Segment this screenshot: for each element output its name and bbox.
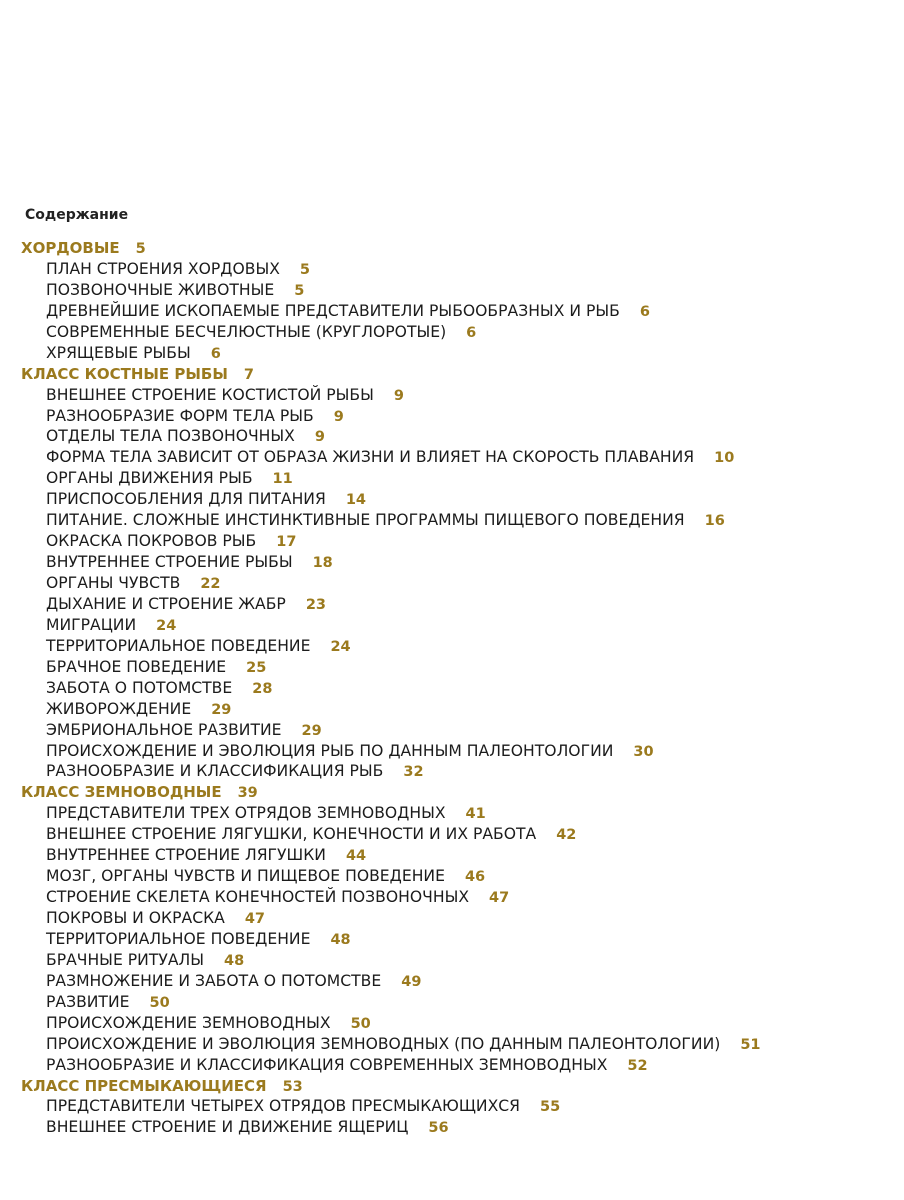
toc-entry xyxy=(0,803,904,824)
toc-entry xyxy=(0,1055,904,1076)
toc-entry xyxy=(0,992,904,1013)
toc-entry-title: РАЗНООБРАЗИЕ И КЛАССИФИКАЦИЯ РЫБ xyxy=(46,762,384,781)
toc-entry xyxy=(0,1013,904,1034)
toc-entry xyxy=(0,636,904,657)
toc-entry xyxy=(0,468,904,489)
toc-entry-title: РАЗНООБРАЗИЕ И КЛАССИФИКАЦИЯ СОВРЕМЕННЫХ ЗЕМНОВОДНЫХ xyxy=(46,1055,608,1074)
toc-entry-title: ВНЕШНЕЕ СТРОЕНИЕ ЛЯГУШКИ, КОНЕЧНОСТИ И ИХ РАБОТА xyxy=(46,825,537,844)
toc-page-number: 7 xyxy=(243,366,254,383)
toc-entry-title: ДЫХАНИЕ И СТРОЕНИЕ ЖАБР xyxy=(46,594,286,613)
toc-section xyxy=(0,1076,904,1097)
toc-entry-title: ПЛАН СТРОЕНИЯ ХОРДОВЫХ xyxy=(46,259,280,278)
toc-page-number: 28 xyxy=(252,680,273,697)
toc-entry xyxy=(0,1117,904,1138)
toc-entry-title: ПРИСПОСОБЛЕНИЯ ДЛЯ ПИТАНИЯ xyxy=(46,490,326,509)
toc-entry xyxy=(0,761,904,782)
toc-page-number: 29 xyxy=(301,722,322,739)
toc-entry-title: ВНУТРЕННЕЕ СТРОЕНИЕ РЫБЫ xyxy=(46,553,293,572)
toc-entry-title: ПИТАНИЕ. СЛОЖНЫЕ ИНСТИНКТИВНЫЕ ПРОГРАММЫ ПИЩЕВОГО ПОВЕДЕНИЯ xyxy=(46,511,685,530)
toc-page-number: 9 xyxy=(393,387,404,404)
toc-page-number: 17 xyxy=(276,534,297,551)
toc-entry xyxy=(0,929,904,950)
toc-entry xyxy=(0,322,904,343)
toc-entry xyxy=(0,280,904,301)
toc-entry-title: РАЗМНОЖЕНИЕ И ЗАБОТА О ПОТОМСТВЕ xyxy=(46,971,382,990)
toc-page-number: 18 xyxy=(312,555,333,572)
toc-entry-title: ПРОИСХОЖДЕНИЕ И ЭВОЛЮЦИЯ РЫБ ПО ДАННЫМ ПАЛЕОНТОЛОГИИ xyxy=(46,741,614,760)
toc-page-number: 5 xyxy=(294,282,305,299)
toc-entry-title: ПРОИСХОЖДЕНИЕ И ЭВОЛЮЦИЯ ЗЕМНОВОДНЫХ (ПО ДАННЫМ ПАЛЕОНТОЛОГИИ) xyxy=(46,1034,721,1053)
table-of-contents xyxy=(0,238,904,1138)
toc-entry-title: ЖИВОРОЖДЕНИЕ xyxy=(46,699,192,718)
toc-entry xyxy=(0,657,904,678)
toc-page-number: 5 xyxy=(299,261,310,278)
toc-entry xyxy=(0,426,904,447)
toc-entry-title: ОКРАСКА ПОКРОВОВ РЫБ xyxy=(46,532,257,551)
toc-entry-title: ТЕРРИТОРИАЛЬНОЕ ПОВЕДЕНИЕ xyxy=(46,929,311,948)
toc-page-number: 48 xyxy=(330,931,351,948)
toc-section-title: ХОРДОВЫЕ xyxy=(21,239,120,257)
toc-entry xyxy=(0,343,904,364)
toc-page-number: 11 xyxy=(272,471,293,488)
contents-heading: Содержание xyxy=(25,207,129,223)
toc-entry xyxy=(0,531,904,552)
toc-entry xyxy=(0,594,904,615)
toc-page-number: 23 xyxy=(305,596,327,613)
toc-entry xyxy=(0,552,904,573)
toc-entry xyxy=(0,615,904,636)
toc-section xyxy=(0,238,904,259)
toc-entry xyxy=(0,406,904,427)
toc-entry xyxy=(0,678,904,699)
toc-entry xyxy=(0,845,904,866)
toc-page-number: 30 xyxy=(633,743,654,760)
toc-entry-title: ДРЕВНЕЙШИЕ ИСКОПАЕМЫЕ ПРЕДСТАВИТЕЛИ РЫБООБРАЗНЫХ И РЫБ xyxy=(46,301,620,320)
toc-page-number: 9 xyxy=(333,408,344,425)
toc-page-number: 50 xyxy=(149,994,170,1011)
toc-page-number: 14 xyxy=(345,492,366,509)
toc-entry-title: ХРЯЩЕВЫЕ РЫБЫ xyxy=(46,343,191,362)
toc-section xyxy=(0,782,904,803)
toc-entry-title: МИГРАЦИИ xyxy=(46,615,137,634)
toc-entry-title: ВНУТРЕННЕЕ СТРОЕНИЕ ЛЯГУШКИ xyxy=(46,846,326,865)
toc-section-title: КЛАСС КОСТНЫЕ РЫБЫ xyxy=(21,364,228,383)
toc-entry xyxy=(0,259,904,280)
toc-entry-title: ВНЕШНЕЕ СТРОЕНИЕ КОСТИСТОЙ РЫБЫ xyxy=(46,385,374,404)
toc-section-title: КЛАСС ПРЕСМЫКАЮЩИЕСЯ xyxy=(21,1076,267,1095)
toc-section-title: КЛАСС ЗЕМНОВОДНЫЕ xyxy=(21,783,222,802)
toc-entry xyxy=(0,950,904,971)
toc-entry-title: РАЗВИТИЕ xyxy=(46,992,130,1011)
toc-entry-title: БРАЧНОЕ ПОВЕДЕНИЕ xyxy=(46,657,227,676)
toc-entry xyxy=(0,720,904,741)
toc-entry-title: СОВРЕМЕННЫЕ БЕСЧЕЛЮСТНЫЕ (КРУГЛОРОТЫЕ) xyxy=(46,322,447,341)
toc-page-number: 25 xyxy=(246,659,267,676)
toc-page-number: 24 xyxy=(156,617,177,634)
toc-page-number: 42 xyxy=(556,827,577,844)
toc-page-number: 22 xyxy=(200,576,221,592)
toc-entry xyxy=(0,489,904,510)
toc-page-number: 16 xyxy=(704,513,725,530)
toc-page-number: 44 xyxy=(345,848,367,865)
toc-page-number: 47 xyxy=(489,890,510,907)
toc-page-number: 24 xyxy=(330,638,351,655)
toc-entry xyxy=(0,866,904,887)
toc-entry-title: ОРГАНЫ ЧУВСТВ xyxy=(46,574,181,592)
toc-page-number: 51 xyxy=(740,1036,761,1053)
toc-entry-title: ВНЕШНЕЕ СТРОЕНИЕ И ДВИЖЕНИЕ ЯЩЕРИЦ xyxy=(46,1118,409,1137)
toc-entry-title: ОРГАНЫ ДВИЖЕНИЯ РЫБ xyxy=(46,469,253,488)
toc-page-number: 55 xyxy=(540,1099,561,1116)
toc-page-number: 46 xyxy=(464,869,486,886)
toc-page-number: 29 xyxy=(211,701,232,718)
toc-entry xyxy=(0,301,904,322)
toc-entry-title: ТЕРРИТОРИАЛЬНОЕ ПОВЕДЕНИЕ xyxy=(46,636,311,655)
toc-entry-title: ОТДЕЛЫ ТЕЛА ПОЗВОНОЧНЫХ xyxy=(46,427,295,446)
toc-page-number: 10 xyxy=(714,450,735,467)
toc-page-number: 6 xyxy=(210,345,221,362)
toc-entry xyxy=(0,887,904,908)
toc-page-number: 56 xyxy=(428,1120,449,1137)
toc-entry xyxy=(0,447,904,468)
toc-page-number: 52 xyxy=(627,1057,648,1074)
toc-entry-title: ПРЕДСТАВИТЕЛИ ЧЕТЫРЕХ ОТРЯДОВ ПРЕСМЫКАЮЩИХСЯ xyxy=(46,1097,520,1116)
toc-page-number: 48 xyxy=(224,952,245,969)
toc-page-number: 41 xyxy=(465,806,486,823)
toc-page-number: 49 xyxy=(401,973,422,990)
toc-entry xyxy=(0,510,904,531)
toc-entry-title: СТРОЕНИЕ СКЕЛЕТА КОНЕЧНОСТЕЙ ПОЗВОНОЧНЫХ xyxy=(46,888,470,907)
toc-entry xyxy=(0,1034,904,1055)
toc-entry xyxy=(0,1096,904,1117)
toc-entry xyxy=(0,908,904,929)
toc-entry xyxy=(0,573,904,594)
toc-entry xyxy=(0,971,904,992)
toc-page-number: 50 xyxy=(350,1015,371,1032)
toc-entry-title: ПОКРОВЫ И ОКРАСКА xyxy=(46,909,225,927)
toc-entry xyxy=(0,385,904,406)
toc-entry xyxy=(0,824,904,845)
toc-page-number: 6 xyxy=(466,324,477,341)
toc-page-number: 47 xyxy=(244,911,266,927)
toc-entry-title: РАЗНООБРАЗИЕ ФОРМ ТЕЛА РЫБ xyxy=(46,406,314,425)
toc-entry xyxy=(0,741,904,762)
toc-entry-title: ЭМБРИОНАЛЬНОЕ РАЗВИТИЕ xyxy=(46,720,282,739)
toc-page-number: 9 xyxy=(314,429,325,446)
toc-page-number: 53 xyxy=(282,1078,303,1095)
toc-entry-title: ПОЗВОНОЧНЫЕ ЖИВОТНЫЕ xyxy=(46,280,275,299)
toc-entry-title: ФОРМА ТЕЛА ЗАВИСИТ ОТ ОБРАЗА ЖИЗНИ И ВЛИЯЕТ НА СКОРОСТЬ ПЛАВАНИЯ xyxy=(46,448,695,467)
toc-page-number: 32 xyxy=(403,764,424,781)
toc-page-number: 5 xyxy=(135,241,146,257)
toc-entry-title: ЗАБОТА О ПОТОМСТВЕ xyxy=(46,678,233,697)
toc-entry-title: БРАЧНЫЕ РИТУАЛЫ xyxy=(46,950,205,969)
toc-page-number: 6 xyxy=(639,303,650,320)
toc-entry-title: ПРЕДСТАВИТЕЛИ ТРЕХ ОТРЯДОВ ЗЕМНОВОДНЫХ xyxy=(46,804,446,823)
toc-page-number: 39 xyxy=(237,785,258,802)
toc-entry xyxy=(0,699,904,720)
toc-section xyxy=(0,364,904,385)
toc-entry-title: МОЗГ, ОРГАНЫ ЧУВСТВ И ПИЩЕВОЕ ПОВЕДЕНИЕ xyxy=(46,867,445,886)
toc-entry-title: ПРОИСХОЖДЕНИЕ ЗЕМНОВОДНЫХ xyxy=(46,1013,331,1032)
